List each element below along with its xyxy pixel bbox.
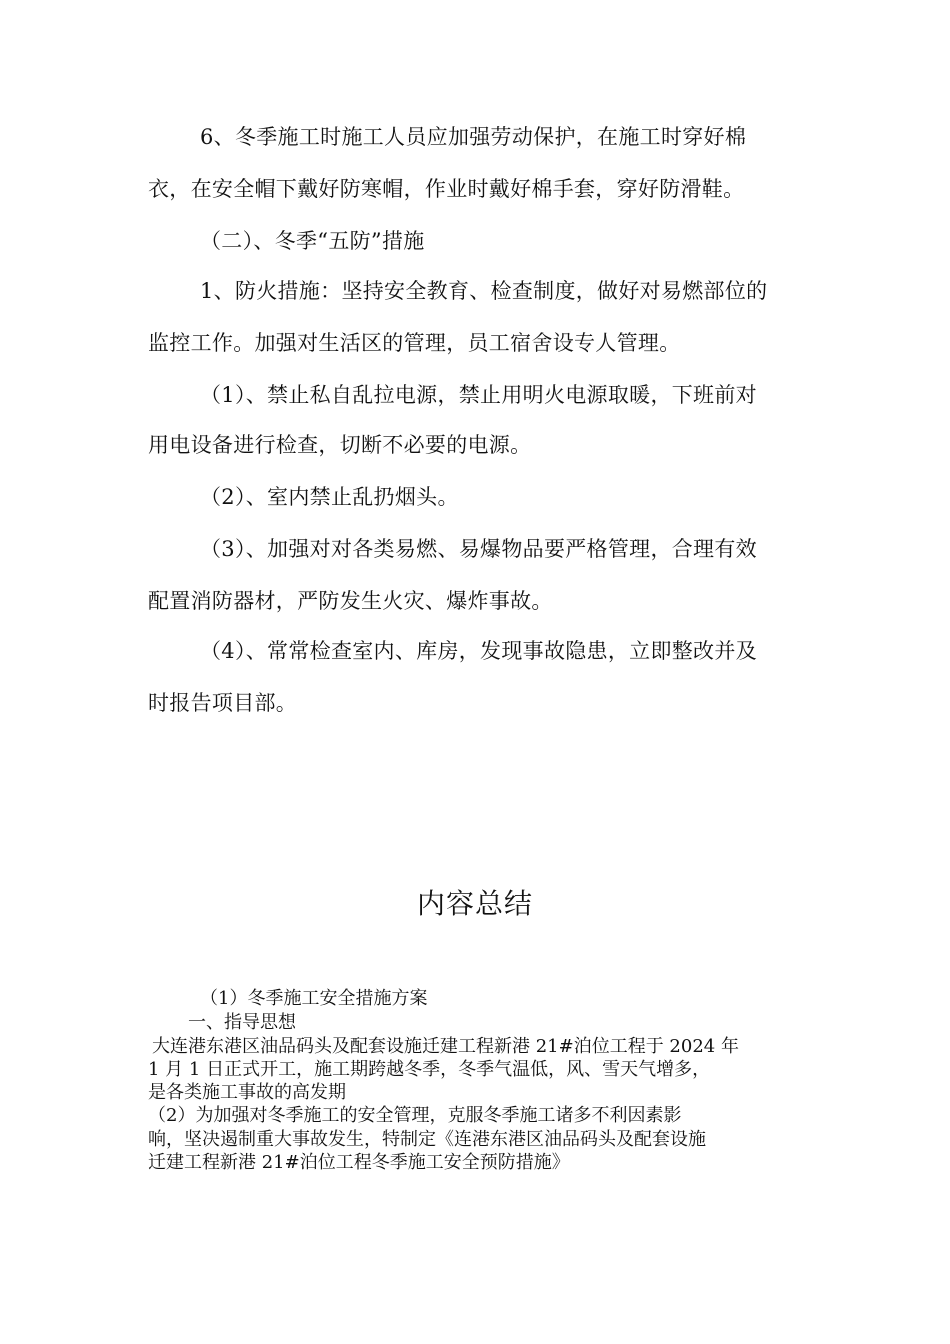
fire-prevention-line-2: 监控工作。加强对生活区的管理，员工宿舍设专人管理。 <box>148 331 681 355</box>
fire-prevention-line-1: 1、防火措施：坚持安全教育、检查制度，做好对易燃部位的 <box>200 279 768 303</box>
summary-line-4: 1 月 1 日正式开工，施工期跨越冬季，冬季气温低，风、雪天气增多， <box>148 1059 711 1080</box>
summary-line-7: 响，坚决遏制重大事故发生，特制定《连港东港区油品码头及配套设施 <box>148 1129 706 1150</box>
item-4-line-1: （4）、常常检查室内、库房，发现事故隐患，立即整改并及 <box>200 639 757 663</box>
item-1-line-2: 用电设备进行检查，切断不必要的电源。 <box>148 433 532 457</box>
summary-line-8: 迁建工程新港 21#泊位工程冬季施工安全预防措施》 <box>148 1152 570 1173</box>
section-heading-five-prevention: （二）、冬季“五防”措施 <box>200 229 425 253</box>
summary-line-1: （1）冬季施工安全措施方案 <box>200 988 428 1009</box>
summary-line-3: 大连港东港区油品码头及配套设施迁建工程新港 21#泊位工程于 2024 年 <box>152 1036 739 1057</box>
paragraph-6-line-1: 6、冬季施工时施工人员应加强劳动保护，在施工时穿好棉 <box>200 125 747 149</box>
paragraph-6-line-2: 衣，在安全帽下戴好防寒帽，作业时戴好棉手套，穿好防滑鞋。 <box>148 177 745 201</box>
summary-line-6: （2）为加强对冬季施工的安全管理，克服冬季施工诸多不利因素影 <box>148 1105 682 1126</box>
item-1-line-1: （1）、禁止私自乱拉电源，禁止用明火电源取暖，下班前对 <box>200 383 757 407</box>
item-3-line-2: 配置消防器材，严防发生火灾、爆炸事故。 <box>148 589 553 613</box>
item-4-line-2: 时报告项目部。 <box>148 691 298 715</box>
item-3-line-1: （3）、加强对对各类易燃、易爆物品要严格管理，合理有效 <box>200 537 757 561</box>
summary-title: 内容总结 <box>416 887 533 920</box>
item-2: （2）、室内禁止乱扔烟头。 <box>200 485 459 509</box>
summary-line-2: 一、指导思想 <box>188 1012 296 1033</box>
summary-line-5: 是各类施工事故的高发期 <box>148 1082 346 1103</box>
